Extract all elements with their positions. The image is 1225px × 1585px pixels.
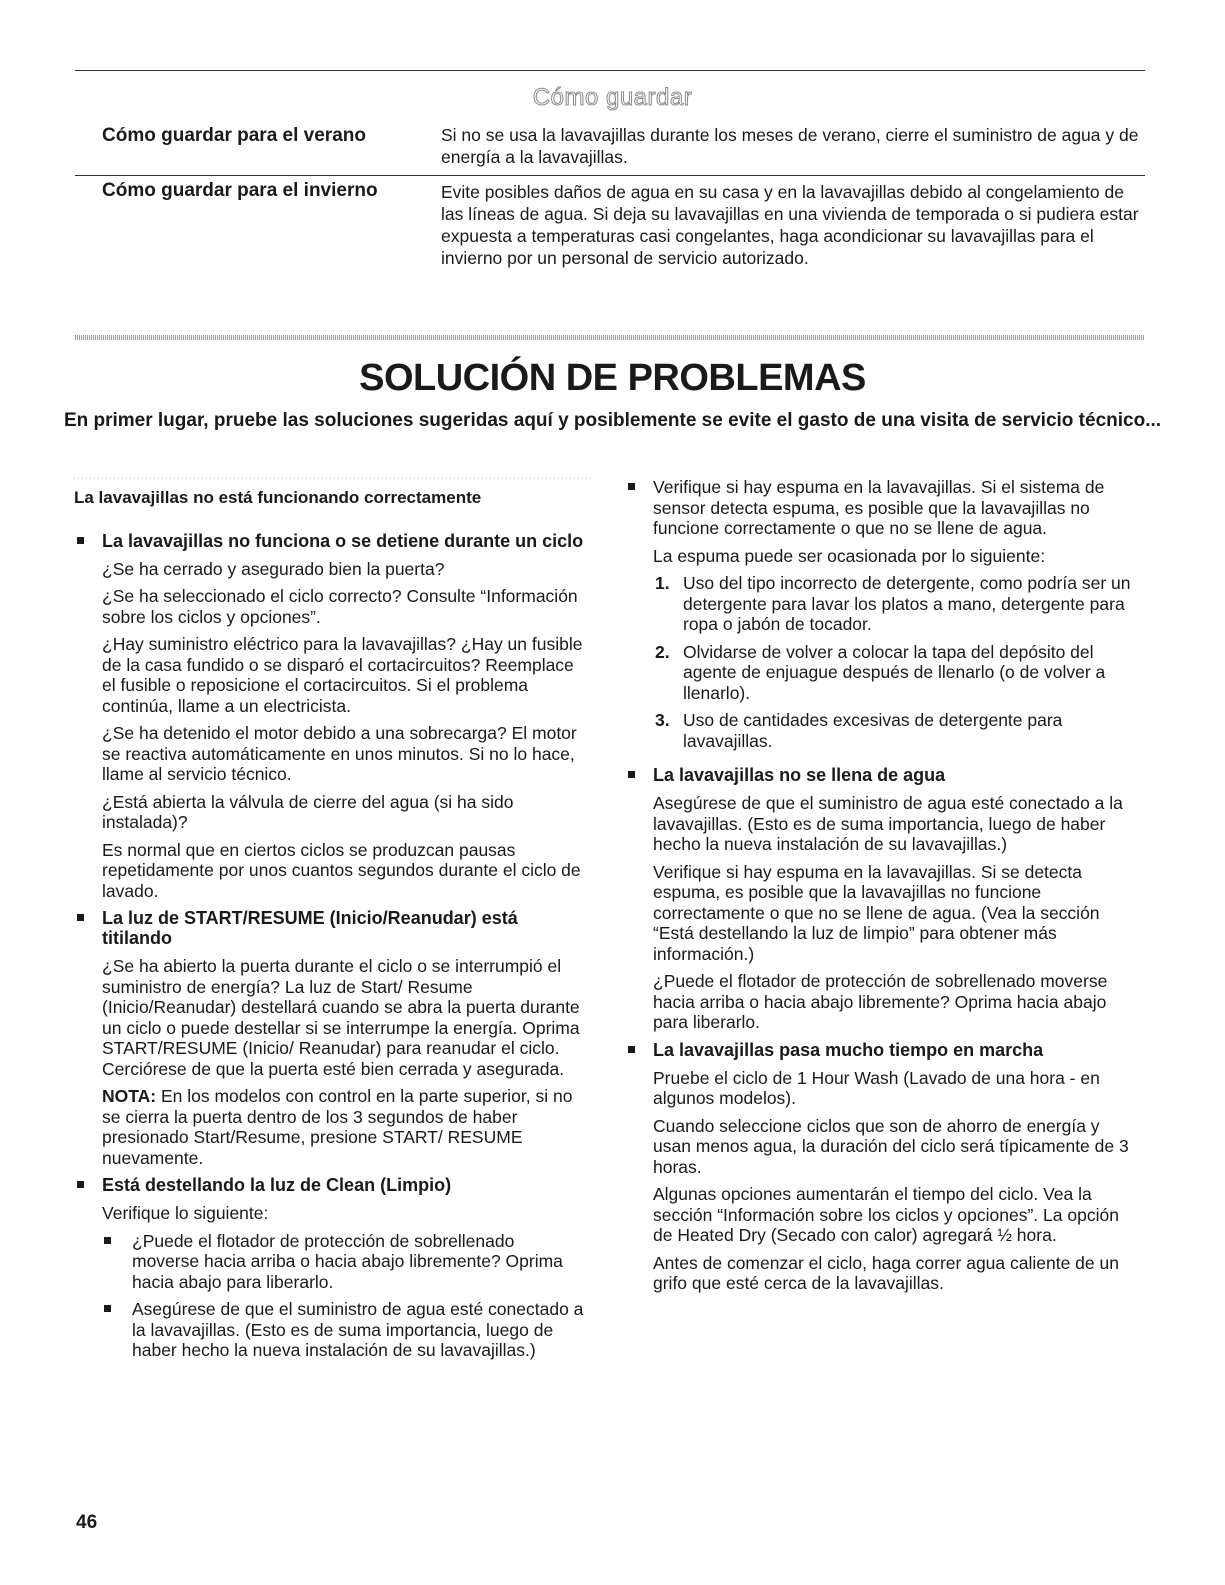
bullet-icon [104,1237,111,1244]
issue-heading: La lavavajillas pasa mucho tiempo en marcha [653,1039,1044,1060]
issue-text: Verifique si hay espuma en la lavavajillas. Si se detecta espuma, es posible que la lavavajillas no funcione correctamente o que no se llene de agua. (Vea la sección “Está destellando la luz de limpio” para obtener más información.) [653,861,1100,964]
right-column [625,477,1140,1301]
sub-item-text: ¿Puede el flotador de protección de sobrellenado moverse hacia arriba o hacia abajo libremente? Oprima hacia abajo para liberarlo. [132,1230,563,1292]
issue-text: Es normal que en ciertos ciclos se produzcan pausas repetidamente por unos cuantos segundos durante el ciclo de lavado. [102,839,581,901]
issue-text: ¿Se ha abierto la puerta durante el ciclo o se interrumpió el suministro de energía? La luz de Start/ Resume (Inicio/Reanudar) destellará cuando se abra la puerta durante un ciclo o puede destellar si se interrumpe la energía. Oprima START/RESUME (Inicio/ Reanudar) para reanudar el ciclo. Cerciórese de que la puerta esté bien cerrada y asegurada. [102,956,580,1079]
numbered-item [653,573,1140,635]
item-number: 3. [655,710,670,730]
page-title: SOLUCIÓN DE PROBLEMAS [359,357,866,399]
summer-text: Si no se usa la lavavajillas durante los meses de verano, cierre el suministro de agua y de energía a la lavavajillas. [441,125,1139,167]
foam-text: Verifique si hay espuma en la lavavajillas. Si el sistema de sensor detecta espuma, es posible que la lavavajillas no funcione correctamente o que no se llene de agua. [653,477,1105,538]
page-number: 46 [76,1512,98,1533]
issue-heading: La luz de START/RESUME (Inicio/Reanudar) está titilando [102,908,518,948]
bullet-icon [77,914,84,921]
bullet-icon [77,537,84,544]
issue-heading: La lavavajillas no se llena de agua [653,765,946,785]
sub-list-item [102,1231,584,1293]
top-rule [75,70,1145,71]
winter-text: Evite posibles daños de agua en su casa y en la lavavajillas debido al congelamiento de las líneas de agua. Si deja su lavavajillas en una vivienda de temporada o si pudiera estar expuesta a temperaturas casi congelantes, haga acondicionar su lavavajillas para el invierno por un personal de servicio autorizado. [441,182,1139,268]
issue-text: Cuando seleccione ciclos que son de ahorro de energía y usan menos agua, la duración del ciclo será típicamente de 3 horas. [653,1115,1129,1177]
issue-text: Asegúrese de que el suministro de agua esté conectado a la lavavajillas. (Esto es de suma importancia, luego de haber hecho la nueva instalación de su lavavajillas.) [653,793,1123,854]
storage-divider [75,175,1145,176]
foam-check [625,477,1140,751]
bullet-icon [104,1305,111,1312]
item-number: 2. [655,641,670,662]
note-label: NOTA: [102,1086,157,1106]
note [102,1086,584,1168]
numbered-item [653,710,1140,751]
sub-list-item [102,1299,584,1361]
summer-label: Cómo guardar para el verano [102,125,366,146]
page-subtitle: En primer lugar, pruebe las soluciones sugeridas aquí y posiblemente se evite el gasto de una visita de servicio técnico... [63,410,1162,431]
numbered-item [653,642,1140,704]
foam-text: La espuma puede ser ocasionada por lo siguiente: [653,545,1046,566]
bullet-icon [628,1046,635,1053]
sub-item-text: Asegúrese de que el suministro de agua esté conectado a la lavavajillas. (Esto es de suma importancia, luego de haber hecho la nueva instalación de su lavavajillas.) [132,1299,584,1360]
numbered-text: Olvidarse de volver a colocar la tapa del depósito del agente de enjuague después de llenarlo (o de volver a llenarlo). [683,641,1106,703]
issue-clean-light [74,1175,584,1361]
issue-text: Algunas opciones aumentarán el tiempo del ciclo. Vea la sección “Información sobre los ciclos y opciones”. La opción de Heated Dry (Secado con calor) agregará ½ hora. [653,1184,1119,1245]
issue-start-resume-blinking [74,908,584,1168]
bullet-icon [628,483,635,490]
item-number: 1. [655,573,670,593]
issue-text: ¿Se ha detenido el motor debido a una sobrecarga? El motor se reactiva automáticamente en unos minutos. Si no lo hace, llame al servicio técnico. [102,723,577,784]
issue-text: ¿Está abierta la válvula de cierre del agua (si ha sido instalada)? [102,791,514,832]
issue-not-filling [625,765,1140,1033]
left-column [74,478,584,1368]
issue-text: ¿Se ha seleccionado el ciclo correcto? Consulte “Información sobre los ciclos y opciones”. [102,586,578,627]
issue-text: Antes de comenzar el ciclo, haga correr agua caliente de un grifo que esté cerca de la lavavajillas. [653,1252,1119,1293]
section-heading: La lavavajillas no está funcionando correctamente [74,478,594,511]
numbered-text: Uso de cantidades excesivas de detergente para lavavajillas. [683,710,1063,751]
storage-title: Cómo guardar [532,84,693,111]
winter-label: Cómo guardar para el invierno [102,180,378,201]
issue-not-running [74,531,584,902]
issue-text: ¿Se ha cerrado y asegurado bien la puerta? [102,558,445,579]
section-separator [75,335,1145,340]
issue-long-runtime [625,1040,1140,1294]
issue-text: Pruebe el ciclo de 1 Hour Wash (Lavado de una hora - en algunos modelos). [653,1067,1100,1108]
note-text: En los modelos con control en la parte superior, si no se cierra la puerta dentro de los 3 segundos de haber presionado Start/Resume, presione START/ RESUME nuevamente. [102,1086,573,1168]
bullet-icon [628,771,635,778]
bullet-icon [77,1181,84,1188]
issue-text: ¿Hay suministro eléctrico para la lavavajillas? ¿Hay un fusible de la casa fundido o se disparó el cortacircuitos? Reemplace el fusible o reposicione el cortacircuitos. Si el problema continúa, llame a un electricista. [102,634,583,716]
issue-text: ¿Puede el flotador de protección de sobrellenado moverse hacia arriba o hacia abajo libremente? Oprima hacia abajo para liberarlo. [653,971,1108,1032]
issue-text: Verifique lo siguiente: [102,1203,269,1223]
issue-heading: Está destellando la luz de Clean (Limpio) [102,1175,452,1195]
issue-heading: La lavavajillas no funciona o se detiene durante un ciclo [102,530,584,551]
numbered-text: Uso del tipo incorrecto de detergente, como podría ser un detergente para lavar los platos a mano, detergente para ropa o jabón de tocador. [683,573,1131,634]
